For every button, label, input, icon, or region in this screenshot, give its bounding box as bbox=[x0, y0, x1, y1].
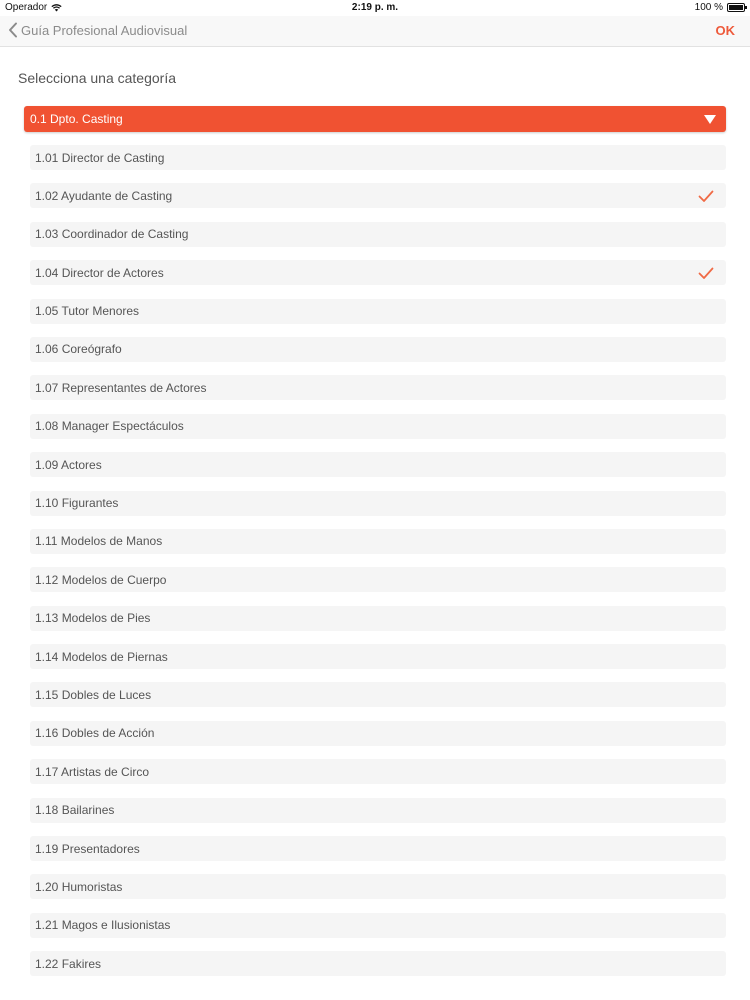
list-item-label: 1.18 Bailarines bbox=[35, 803, 115, 818]
list-item-label: 1.13 Modelos de Pies bbox=[35, 611, 151, 626]
list-item-label: 1.10 Figurantes bbox=[35, 496, 119, 511]
list-item[interactable] bbox=[30, 260, 726, 285]
list-item-label: 1.22 Fakires bbox=[35, 956, 102, 971]
list-item-label: 1.01 Director de Casting bbox=[35, 150, 165, 165]
carrier-label: Operador bbox=[5, 2, 48, 13]
section-title: Selecciona una categoría bbox=[18, 70, 176, 86]
list-item[interactable] bbox=[30, 836, 726, 861]
list-item[interactable] bbox=[30, 491, 726, 516]
list-item[interactable] bbox=[30, 414, 726, 439]
list-item-label: 1.02 Ayudante de Casting bbox=[35, 188, 173, 203]
list-item[interactable] bbox=[30, 874, 726, 899]
list-item[interactable] bbox=[30, 529, 726, 554]
navigation-bar bbox=[0, 16, 750, 47]
list-item-label: 1.15 Dobles de Luces bbox=[35, 687, 152, 702]
list-item[interactable] bbox=[30, 145, 726, 170]
list-item-label: 1.08 Manager Espectáculos bbox=[35, 419, 184, 434]
list-item-label: 1.06 Coreógrafo bbox=[35, 342, 122, 357]
category-dropdown[interactable] bbox=[24, 106, 726, 132]
status-bar bbox=[0, 0, 750, 16]
list-item-label: 1.21 Magos e Ilusionistas bbox=[35, 918, 171, 933]
list-item[interactable] bbox=[30, 644, 726, 669]
list-item[interactable] bbox=[30, 759, 726, 784]
list-item[interactable] bbox=[30, 913, 726, 938]
list-item[interactable] bbox=[30, 452, 726, 477]
list-item[interactable] bbox=[30, 299, 726, 324]
category-dropdown-value: 0.1 Dpto. Casting bbox=[30, 112, 123, 126]
list-item[interactable] bbox=[30, 606, 726, 631]
list-item[interactable] bbox=[30, 183, 726, 208]
ok-button[interactable]: OK bbox=[715, 23, 735, 38]
list-item-label: 1.17 Artistas de Circo bbox=[35, 764, 150, 779]
list-item-label: 1.14 Modelos de Piernas bbox=[35, 649, 168, 664]
list-item[interactable] bbox=[30, 375, 726, 400]
subcategory-list bbox=[30, 145, 726, 990]
checkmark-icon bbox=[698, 265, 714, 281]
triangle-down-icon bbox=[704, 115, 716, 124]
back-button[interactable] bbox=[8, 22, 187, 38]
battery-label: 100 % bbox=[694, 2, 723, 13]
status-right bbox=[695, 2, 745, 13]
back-button-label: Guía Profesional Audiovisual bbox=[21, 22, 188, 38]
list-item-label: 1.16 Dobles de Acción bbox=[35, 726, 155, 741]
list-item-label: 1.07 Representantes de Actores bbox=[35, 380, 207, 395]
chevron-left-icon bbox=[8, 22, 18, 38]
list-item-label: 1.11 Modelos de Manos bbox=[35, 534, 163, 549]
checkmark-icon bbox=[698, 188, 714, 204]
list-item[interactable] bbox=[30, 567, 726, 592]
list-item[interactable] bbox=[30, 721, 726, 746]
list-item-label: 1.04 Director de Actores bbox=[35, 265, 164, 280]
list-item[interactable] bbox=[30, 798, 726, 823]
status-time: 2:19 p. m. bbox=[351, 2, 399, 13]
list-item[interactable] bbox=[30, 951, 726, 976]
list-item-label: 1.12 Modelos de Cuerpo bbox=[35, 572, 167, 587]
list-item[interactable] bbox=[30, 337, 726, 362]
list-item-label: 1.03 Coordinador de Casting bbox=[35, 227, 189, 242]
list-item-label: 1.09 Actores bbox=[35, 457, 102, 472]
list-item-label: 1.05 Tutor Menores bbox=[35, 304, 140, 319]
list-item-label: 1.19 Presentadores bbox=[35, 841, 140, 856]
battery-icon bbox=[727, 3, 745, 12]
list-item-label: 1.20 Humoristas bbox=[35, 879, 123, 894]
list-item[interactable] bbox=[30, 222, 726, 247]
list-item[interactable] bbox=[30, 682, 726, 707]
